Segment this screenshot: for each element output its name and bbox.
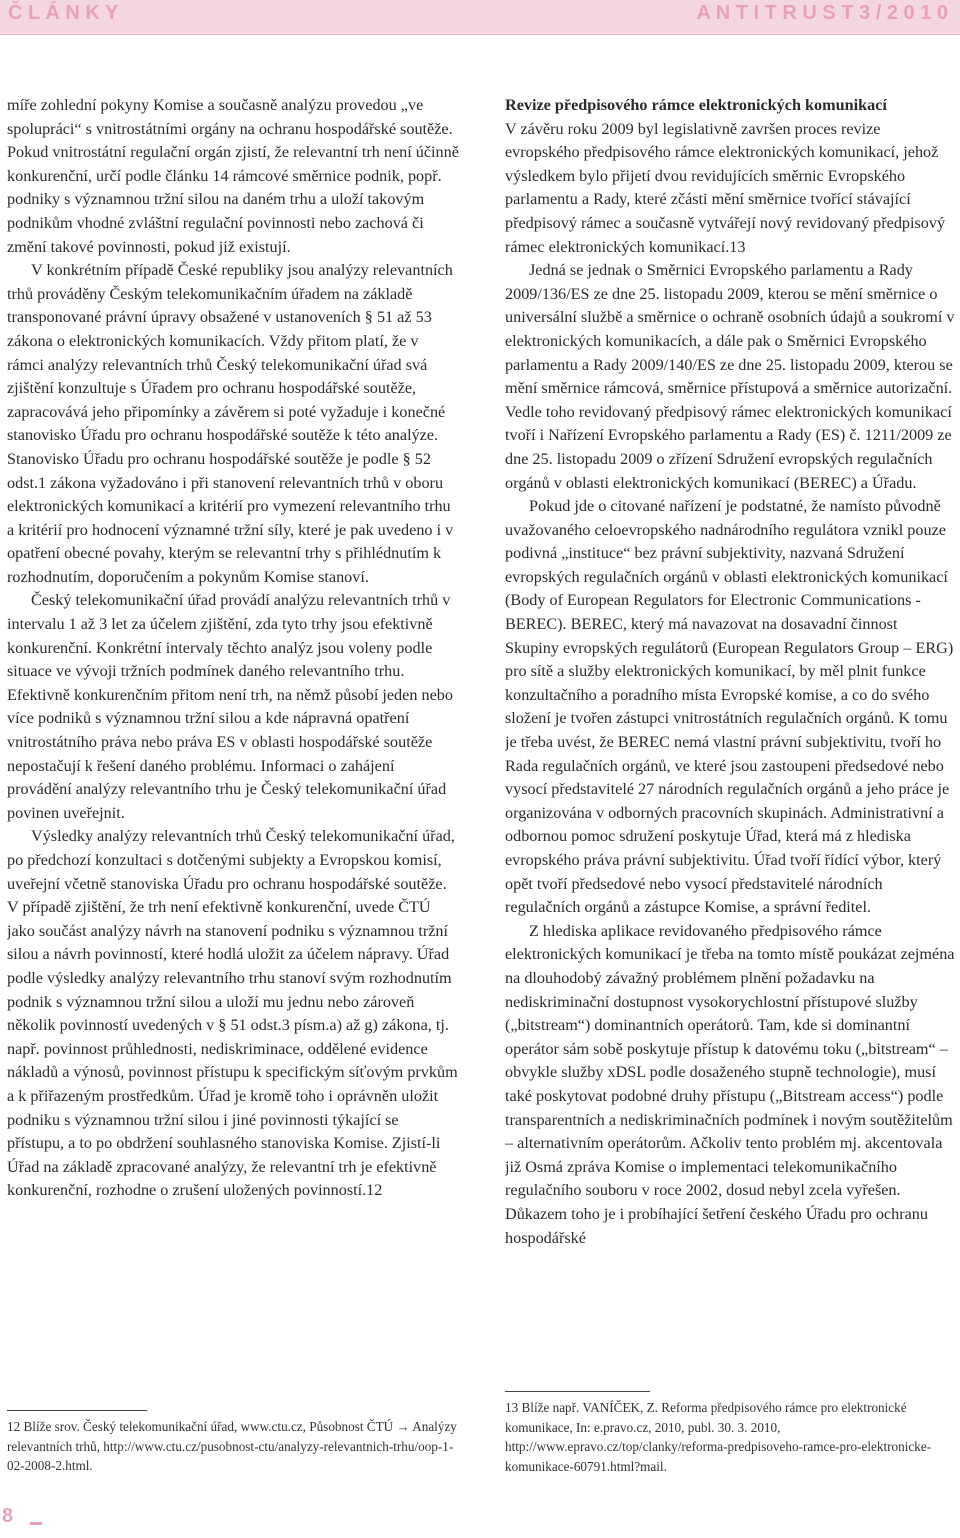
- footnote-12: 12 Blíže srov. Český telekomunikační úřad, www.ctu.cz, Působnost ČTÚ → Analýzy relevantních trhů, http://www.ctu.cz/pusobnost-ctu/analyzy-relevantnich-trhu/oop-1-02-2008-2.html.: [7, 1419, 457, 1473]
- paragraph: Pokud jde o citované nařízení je podstatné, že namísto původně uvažovaného celoevropského nadnárodního regulátora vznikl pouze podivná „instituce“ bez právní subjektivity, nazvaná Sdružení evropských regulačních orgánů v oblasti elektronických komunikací (Body of European Regulators for Electronic Communications - BEREC). BEREC, který má navazovat na dosavadní činnost Skupiny evropských regulátorů (European Regulators Group – ERG) pro sítě a služby elektronických komunikací, by měl plnit funkce konzultačního a poradního místa Evropské komise, a co do svého složení je tvořen zástupci vnitrostátních regulačních orgánů. K tomu je třeba uvést, že BEREC nemá vlastní právní subjektivitu, tvoří ho Rada regulačních orgánů, ve které jsou zastoupeni předsedové nebo vysocí představitelé 27 národních regulačních orgánů a jeho práce je organizována v odborných pracovních skupinách. Administrativní a odbornou pomoc sdružení poskytuje Úřad, která má z hlediska evropského práva právní subjektivitu. Úřad tvoří řídící výbor, který opět tvoří předsedové nebo vysocí představitelé národních regulačních orgánů a zástupce Komise, a správní ředitel.: [505, 497, 954, 917]
- paragraph: Český telekomunikační úřad provádí analýzu relevantních trhů v intervalu 1 až 3 let za účelem zjištění, zda tyto trhy jsou efektivně konkurenční. Konkrétní intervaly těchto analýz jsou voleny podle situace ve vývoji tržních podmínek daného relevantního trhu. Efektivně konkurenčním přitom není trh, na němž působí jeden nebo více podniků s významnou tržní silou a kde nápravná opatření vnitrostátního práva nebo práva ES v oblasti hospodářské soutěže nepostačují k řešení daného problému. Informaci o zahájení provádění analýzy relevantního trhu je Český telekomunikační úřad povinen uveřejnit.: [7, 591, 453, 822]
- footnote-divider: [505, 1391, 650, 1392]
- section-title: Č L Á N K Y: [8, 2, 119, 24]
- paragraph: Výsledky analýzy relevantních trhů Český telekomunikační úřad, po předchozí konzultaci s dotčenými subjekty a Evropskou komisí, uveřejní včetně stanoviska Úřadu pro ochranu hospodářské soutěže. V případě zjištění, že trh není efektivně konkurenční, uvede ČTÚ jako součást analýzy návrh na stanovení podniku s významnou tržní silou a návrh povinností, které hodlá uložit za účelem nápravy. Úřad podle výsledky analýzy relevantního trhu stanoví svým rozhodnutím podnik s významnou tržní silou a uloží mu jednu nebo zároveň několik povinností uvedených v § 51 odst.3 písm.a) až g) zákona, tj. např. povinnost průhlednosti, nediskriminace, oddělené evidence nákladů a výnosů, povinnost přístupu k specifickým síťovým prvkům a k přiřazeným prostředkům. Úřad je kromě toho i oprávněn uložit podniku s významnou tržní silou i jiné povinnosti týkající se přístupu, a to po obdržení souhlasného stanoviska Komise. Zjistí-li Úřad na základě zpracované analýzy, že relevantní trh je efektivně konkurenční, rozhodne o zrušení uložených povinností.12: [7, 827, 458, 1200]
- page-number-accent: [30, 1522, 42, 1525]
- page-number: 8: [2, 1505, 14, 1527]
- section-heading: Revize předpisového rámce elektronických komunikací: [505, 96, 887, 114]
- left-column: [7, 94, 459, 1384]
- paragraph: Jedná se jednak o Směrnici Evropského parlamentu a Rady 2009/136/ES ze dne 25. listopadu 2009, kterou se mění směrnice o universální službě a směrnice o ochraně osobních údajů a soukromí v elektronických komunikacích, a dále pak o Směrnici Evropského parlamentu a Rady 2009/140/ES ze dne 25. listopadu 2009, kterou se mění směrnice rámcová, směrnice přístupová a směrnice autorizační. Vedle toho revidovaný předpisový rámec elektronických komunikací tvoří i Nařízení Evropského parlamentu a Rady (ES) č. 1211/2009 ze dne 25. listopadu 2009 o zřízení Sdružení evropských regulačních orgánů v oblasti elektronických komunikací (BEREC) a Úřadu.: [505, 261, 955, 492]
- page-header: [0, 0, 960, 35]
- paragraph: míře zohlední pokyny Komise a současně analýzu provedou „ve spolupráci“ s vnitrostátními orgány na ochranu hospodářské soutěže. Pokud vnitrostátní regulační orgán zjistí, že relevantní trh není účinně konkurenční, určí podle článku 14 rámcové směrnice podnik, popř. podniky s významnou tržní silou na daném trhu a uloží takovým podnikům vhodné zvláštní regulační povinnosti nebo zachová či změní takové povinnosti, pokud již existují.: [7, 96, 459, 256]
- journal-title: A N T I T R U S T 3 / 2 0 1 0: [696, 2, 948, 24]
- paragraph: V závěru roku 2009 byl legislativně završen proces revize evropského předpisového rámce elektronických komunikací, jehož výsledkem bylo přijetí dvou revidujících směrnic Evropského parlamentu a Rady, které zčásti mění směrnice tvořící stávající předpisový rámec a současně vytvářejí nový revidovaný předpisový rámec elektronických komunikací.13: [505, 119, 946, 256]
- right-column: [505, 94, 955, 1384]
- paragraph: V konkrétním případě České republiky jsou analýzy relevantních trhů prováděny Českým telekomunikačním úřadem na základě transponované právní úpravy obsažené v ustanoveních § 51 až 53 zákona o elektronických komunikacích. Vždy přitom platí, že v rámci analýzy relevantních trhů Český telekomunikační úřad svá zjištění konzultuje s Úřadem pro ochranu hospodářské soutěže, zapracovává jeho připomínky a závěrem si poté vyžaduje i konečné stanovisko Úřadu pro ochranu hospodářské soutěže k této analýze. Stanovisko Úřadu pro ochranu hospodářské soutěže je podle § 52 odst.1 zákona vyžadováno i při stanovení relevantních trhů v oboru elektronických komunikací a kritérií pro vymezení relevantního trhu a kritérií pro hodnocení významné tržní síly, které je pak uvedeno i v opatření obecné povahy, kterým se relevantní trhy s přihlédnutím k rozhodnutím, doporučením a pokynům Komise stanoví.: [7, 261, 454, 586]
- paragraph: Z hlediska aplikace revidovaného předpisového rámce elektronických komunikací je třeba na tomto místě poukázat zejména na dlouhodobý závažný problémem plnění požadavku na nediskriminační dostupnost vysokorychlostní přístupové služby („bitstream“) dominantních operátorů. Tam, kde si dominantní operátor sám sobě poskytuje přístup k datovému toku („bitstream“ – obvykle služby xDSL podle dosaženého stupně technologie), musí také poskytovat podobné druhy přístupu („Bitstream access“) podle transparentních a nediskriminačních podmínek i novým soutěžitelům – alternativním operátorům. Ačkoliv tento problém mj. akcentovala již Osmá zpráva Komise o implementaci telekomunikačního regulačního souboru v roce 2002, dosud nebyl zcela vyřešen. Důkazem toho je i probíhající šetření českého Úřadu pro ochranu hospodářské: [505, 921, 955, 1247]
- footnote-divider: [7, 1410, 147, 1411]
- footnote-13: 13 Blíže např. VANÍČEK, Z. Reforma předpisového rámce pro elektronické komunikace, In: e.pravo.cz, 2010, publ. 30. 3. 2010, http://www.epravo.cz/top/clanky/reforma-predpisoveho-ramce-pro-elektronicke-komunikace-60791.html?mail.: [505, 1400, 932, 1474]
